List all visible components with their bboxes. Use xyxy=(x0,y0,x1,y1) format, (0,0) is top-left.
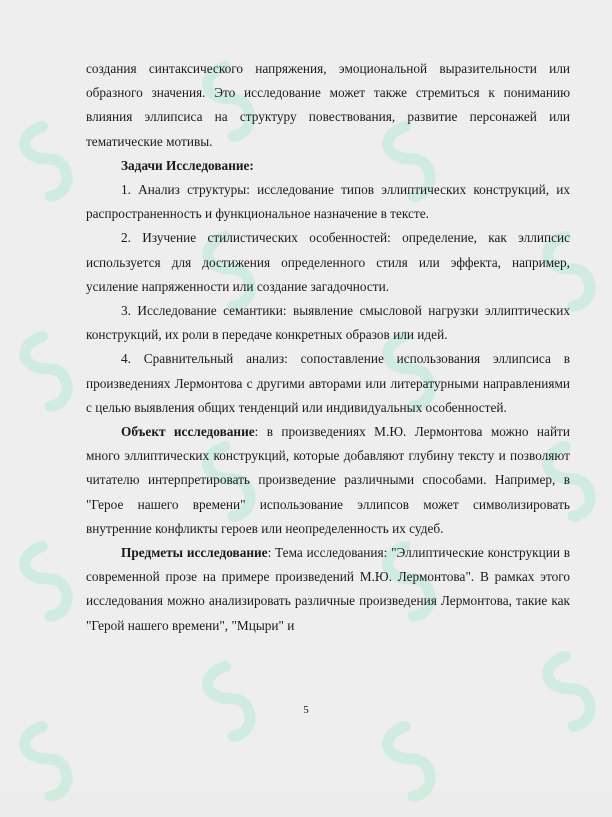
object-label: Объект исследование xyxy=(121,424,255,440)
task-item: 1. Анализ структуры: исследование типов эллиптических конструкций, их распространенность и функциональное назначение в тексте. xyxy=(86,182,570,222)
page-number: 5 xyxy=(303,704,309,716)
watermark-logo-icon xyxy=(3,112,97,213)
object-paragraph xyxy=(86,420,570,541)
intro-paragraph: создания синтаксического напряжения, эмоциональной выразительности или образного значения. Это исследование может также стремиться к пониманию влияния эллипсиса на структуру повествования, развитие персонажей или тематические мотивы. xyxy=(86,61,570,149)
document-body xyxy=(86,57,570,638)
task-item: 3. Исследование семантики: выявление смысловой нагрузки эллиптических конструкций, их роли в передаче конкретных образов или идей. xyxy=(86,303,570,343)
subject-label: Предметы исследование xyxy=(121,545,268,561)
subject-paragraph xyxy=(86,541,570,638)
tasks-heading: Задачи Исследование: xyxy=(121,157,254,173)
object-text: : в произведениях М.Ю. Лермонтова можно найти много эллиптических конструкций, которые добавляют глубину тексту и позволяют читателю интерпретировать произведение различными способами. Например, в "Герое нашего времени" использование эллипсов может символизировать внутренние конфликты героев или неопределенность их судеб. xyxy=(86,424,570,536)
task-item: 4. Сравнительный анализ: сопоставление использования эллипсиса в произведениях Лермонтова с другими авторами или литературными направлениями с целью выявления общих тенденций или индивидуальных особенностей. xyxy=(86,351,570,415)
watermark-logo-icon xyxy=(3,712,97,813)
watermark-logo-icon xyxy=(3,532,97,633)
task-item: 2. Изучение стилистических особенностей: определение, как эллипсис используется для достижения определенного стиля или эффекта, например, усиление напряженности или создание загадочности. xyxy=(86,230,570,294)
watermark-logo-icon xyxy=(366,712,460,813)
watermark-logo-icon xyxy=(526,642,612,743)
watermark-logo-icon xyxy=(186,652,280,753)
subject-text: : Тема исследования: "Эллиптические конструкции в современной прозе на примере произведений М.Ю. Лермонтова". В рамках этого исследования можно анализировать различные произведения Лермонтова, такие как "Герой нашего времени", "Мцыри" и xyxy=(86,545,570,633)
watermark-logo-icon xyxy=(3,322,97,423)
